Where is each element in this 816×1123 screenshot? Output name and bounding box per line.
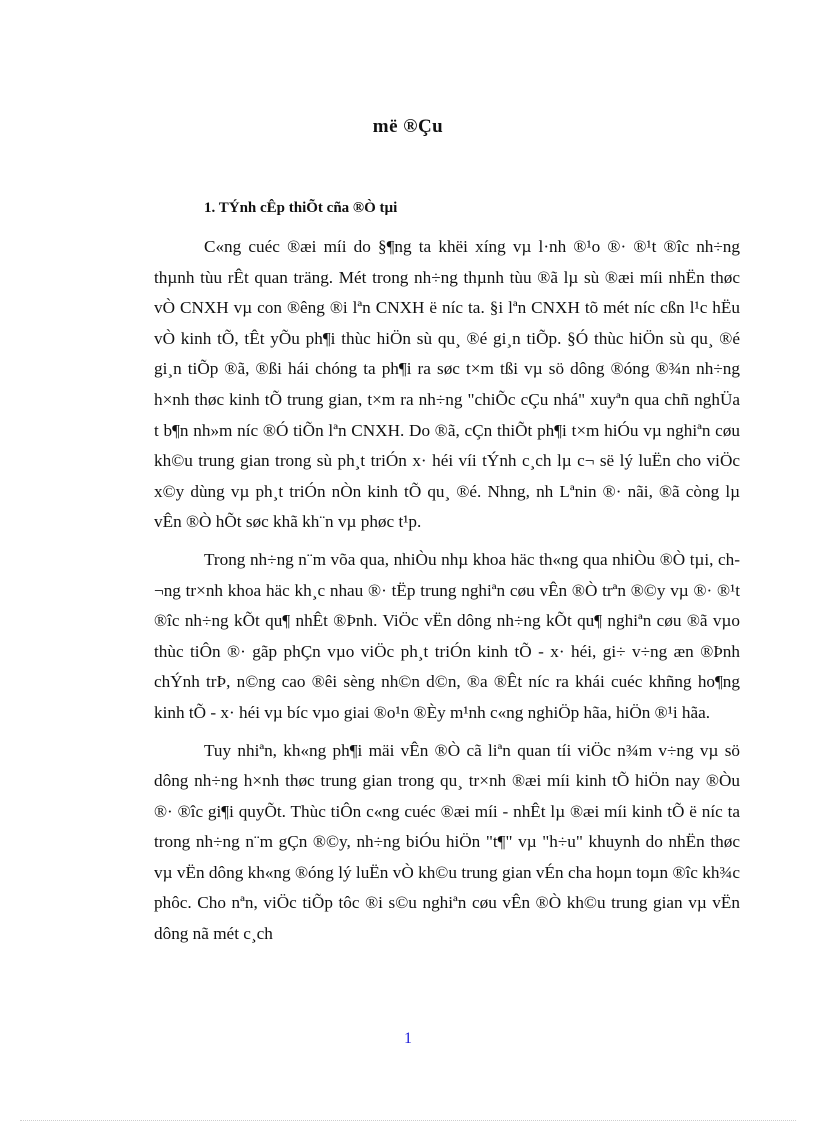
- page-title: më ®Çu: [372, 116, 444, 137]
- page-number: 1: [404, 1030, 412, 1047]
- page-edge-divider: [20, 1120, 796, 1121]
- paragraph: C«ng cuéc ®æi míi do §¶ng ta khëi xíng vµ l·nh ®¹o ®· ®¹t ®îc nh÷ng thµnh tùu rÊt quan träng. Mét trong nh÷ng thµnh tùu ®ã lµ sù ®æi míi nhËn thøc vÒ CNXH vµ con ®êng ®i lªn CNXH ë níc ta. §i lªn CNXH tõ mét níc cßn l¹c hËu vÒ kinh tÕ, tÊt yÕu ph¶i thùc hiÖn sù qu¸ ®é gi¸n tiÕp. §Ó thùc hiÖn sù qu¸ ®é gi¸n tiÕp ®ã, ®ßi hái chóng ta ph¶i ra søc t×m tßi vµ sö dông ®óng ®¾n nh÷ng h×nh thøc kinh tÕ trung gian, t×m ra nh÷ng "chiÕc cÇu nhá" xuyªn qua chñ nghÜa t b¶n nh»m níc ®Ó tiÕn lªn CNXH. Do ®ã, cÇn thiÕt ph¶i t×m hiÓu vµ nghiªn cøu kh©u trung gian trong sù ph¸t triÓn x· héi víi tÝnh c¸ch lµ c¬ së lý luËn cho viÖc x©y dùng vµ ph¸t triÓn nÒn kinh tÕ qu¸ ®é. Nhng, nh Lªnin ®· nãi, ®ã còng lµ vÊn ®Ò hÕt søc khã kh¨n vµ phøc t¹p.: [154, 237, 740, 532]
- paragraph: Tuy nhiªn, kh«ng ph¶i mäi vÊn ®Ò cã liªn quan tíi viÖc n¾m v÷ng vµ sö dông nh÷ng h×nh thøc trung gian trong qu¸ tr×nh ®æi míi kinh tÕ hiÖn nay ®Òu ®· ®îc gi¶i quyÕt. Thùc tiÔn c«ng cuéc ®æi míi - nhÊt lµ ®æi míi kinh tÕ ë níc ta trong nh÷ng n¨m gÇn ®©y, nh÷ng biÓu hiÖn "t¶" vµ "h÷u" khuynh do nhËn thøc vµ vËn dông kh«ng ®óng lý luËn vÒ kh©u trung gian vÉn cha hoµn toµn ®îc kh¾c phôc. Cho nªn, viÖc tiÕp tôc ®i s©u nghiªn cøu vÊn ®Ò kh©u trung gian vµ vËn dông nã mét c¸ch: [154, 740, 740, 944]
- body-text: [154, 232, 740, 957]
- paragraph: Trong nh÷ng n¨m võa qua, nhiÒu nhµ khoa häc th«ng qua nhiÒu ®Ò tµi, ch¬ng tr×nh khoa häc kh¸c nhau ®· tËp trung nghiªn cøu vÊn ®Ò trªn ®©y vµ ®· ®¹t ®îc nh÷ng kÕt qu¶ nhÊt ®Þnh. ViÖc vËn dông nh÷ng kÕt qu¶ nghiªn cøu ®ã vµo thùc tiÔn ®· gãp phÇn vµo viÖc ph¸t triÓn kinh tÕ - x· héi, gi÷ v÷ng æn ®Þnh chÝnh trÞ, n©ng cao ®êi sèng nh©n d©n, ®a ®Êt níc ra khái cuéc khñng ho¶ng kinh tÕ - x· héi vµ bíc vµo giai ®o¹n ®Èy m¹nh c«ng nghiÖp hãa, hiÖn ®¹i hãa.: [154, 549, 740, 722]
- section-heading: 1. TÝnh cÊp thiÕt cña ®Ò tµi: [204, 200, 398, 216]
